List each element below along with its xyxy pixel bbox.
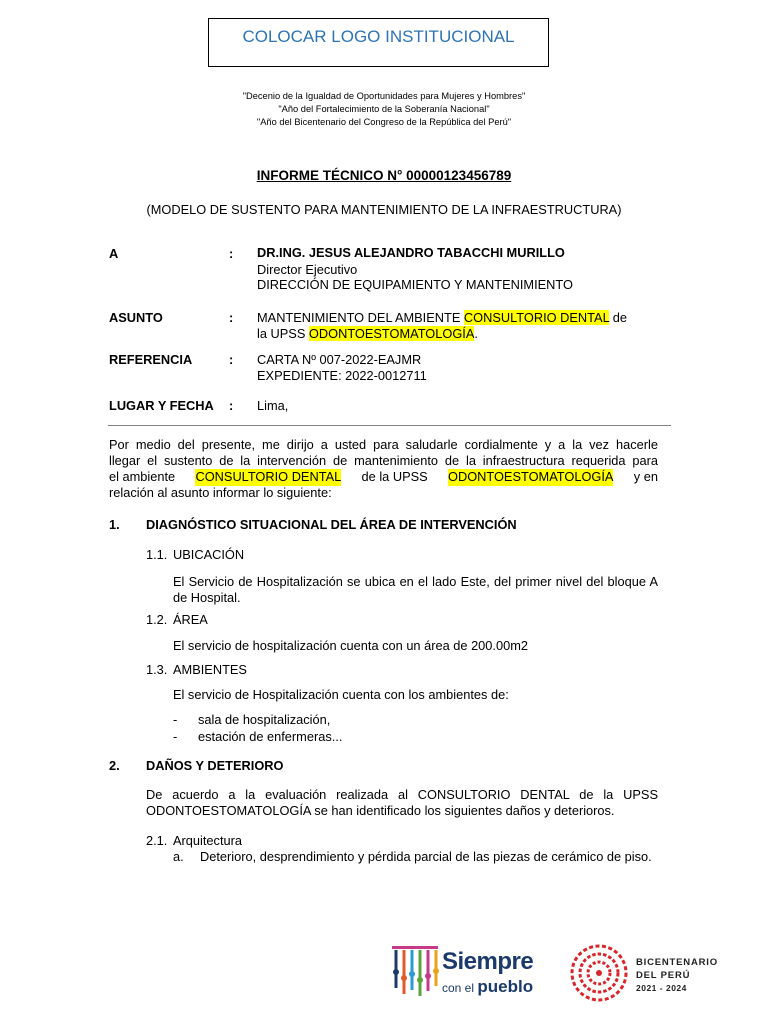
- memo-to-label: A: [109, 246, 119, 261]
- memo-divider: [108, 425, 671, 426]
- logo-placeholder-box: [208, 18, 549, 67]
- section-2-title: DAÑOS Y DETERIORO: [146, 758, 284, 773]
- memo-reference-line-1: CARTA Nº 007-2022-EAJMR: [257, 352, 422, 367]
- intro-line-1: Por medio del presente, me dirijo a usted para saludarle cordialmente y a la vez hacerle: [109, 437, 658, 452]
- subsection-1-2-text: El servicio de hospitalización cuenta con un área de 200.00m2: [173, 638, 528, 653]
- subsection-1-3-title: AMBIENTES: [173, 662, 247, 677]
- con-el-pueblo-text: con el pueblo: [442, 977, 534, 996]
- subsection-1-3-number: 1.3.: [146, 662, 168, 677]
- section-2-number: 2.: [109, 758, 120, 773]
- subsection-1-2-number: 1.2.: [146, 612, 168, 627]
- bullet-item: estación de enfermeras...: [198, 729, 343, 744]
- subsection-1-3-text: El servicio de Hospitalización cuenta con los ambientes de:: [173, 687, 509, 702]
- siempre-emblem-icon: [390, 944, 440, 1002]
- memo-to-colon: :: [229, 246, 234, 261]
- memo-subject-line-1: MANTENIMIENTO DEL AMBIENTE CONSULTORIO DENTAL de: [257, 310, 628, 325]
- memo-reference-label: REFERENCIA: [109, 352, 193, 367]
- memo-place-value: Lima,: [257, 398, 289, 413]
- memo-subject-line-2: la UPSS ODONTOESTOMATOLOGÍA.: [257, 326, 478, 341]
- memo-subject-label: ASUNTO: [109, 310, 163, 325]
- section-1-title: DIAGNÓSTICO SITUACIONAL DEL ÁREA DE INTERVENCIÓN: [146, 517, 517, 532]
- report-subtitle: (MODELO DE SUSTENTO PARA MANTENIMIENTO DE LA INFRAESTRUCTURA): [146, 202, 622, 217]
- intro-line-4: relación al asunto informar lo siguiente:: [109, 485, 332, 500]
- subsection-2-1-title: Arquitectura: [173, 833, 242, 848]
- bicentenario-emblem-icon: [570, 944, 628, 1002]
- bullet-dash: -: [173, 712, 178, 727]
- bicentenario-subtitle: DEL PERÚ: [636, 970, 691, 981]
- memo-reference-colon: :: [229, 352, 234, 367]
- memo-place-label: LUGAR Y FECHA: [109, 398, 214, 413]
- bicentenario-years: 2021 - 2024: [636, 983, 687, 993]
- decenio-line-1: "Decenio de la Igualdad de Oportunidades para Mujeres y Hombres": [242, 91, 526, 101]
- item-a-text: Deterioro, desprendimiento y pérdida parcial de las piezas de cerámico de piso.: [200, 849, 652, 864]
- intro-highlight-upss: ODONTOESTOMATOLOGÍA: [448, 469, 614, 484]
- decenio-line-3: "Año del Bicentenario del Congreso de la República del Perú": [256, 117, 512, 127]
- bicentenario-logo: [570, 944, 720, 1002]
- section-2-para-line-1: De acuerdo a la evaluación realizada al CONSULTORIO DENTAL de la UPSS: [146, 787, 658, 802]
- memo-reference-line-2: EXPEDIENTE: 2022-0012711: [257, 368, 427, 383]
- memo-subject-colon: :: [229, 310, 234, 325]
- subsection-2-1-number: 2.1.: [146, 833, 168, 848]
- section-1-number: 1.: [109, 517, 120, 532]
- subject-highlight-upss: ODONTOESTOMATOLOGÍA: [308, 326, 475, 341]
- subsection-1-2-title: ÁREA: [173, 612, 208, 627]
- intro-highlight-consultorio: CONSULTORIO DENTAL: [195, 469, 342, 484]
- subsection-1-1-text-2: de Hospital.: [173, 590, 241, 605]
- logo-placeholder-text: COLOCAR LOGO INSTITUCIONAL: [242, 27, 515, 46]
- memo-place-colon: :: [229, 398, 234, 413]
- intro-line-3: el ambiente CONSULTORIO DENTAL de la UPSS ODONTOESTOMATOLOGÍA y en: [109, 469, 658, 484]
- subsection-1-1-text-1: El Servicio de Hospitalización se ubica en el lado Este, del primer nivel del bloque A: [173, 574, 658, 589]
- bicentenario-title: BICENTENARIO: [636, 957, 718, 968]
- item-a-letter: a.: [173, 849, 184, 864]
- bullet-item: sala de hospitalización,: [198, 712, 331, 727]
- bullet-dash: -: [173, 729, 178, 744]
- subsection-1-1-number: 1.1.: [146, 547, 168, 562]
- subsection-1-1-title: UBICACIÓN: [173, 547, 245, 562]
- memo-to-name: DR.ING. JESUS ALEJANDRO TABACCHI MURILLO: [257, 245, 565, 260]
- memo-to-office: DIRECCIÓN DE EQUIPAMIENTO Y MANTENIMIENTO: [257, 277, 573, 292]
- memo-to-role: Director Ejecutivo: [257, 262, 358, 277]
- intro-line-2: llegar el sustento de la intervención de mantenimiento de la infraestructura requerida para: [109, 453, 658, 468]
- section-2-para-line-2: ODONTOESTOMATOLOGÍA se han identificado los siguientes daños y deterioros.: [146, 803, 615, 818]
- decenio-line-2: "Año del Fortalecimiento de la Soberanía Nacional": [278, 104, 490, 114]
- subject-highlight-consultorio: CONSULTORIO DENTAL: [463, 310, 610, 325]
- siempre-con-el-pueblo-logo: [390, 944, 540, 1002]
- report-title: INFORME TÉCNICO N° 00000123456789: [256, 168, 512, 183]
- siempre-text: Siempre: [442, 948, 534, 975]
